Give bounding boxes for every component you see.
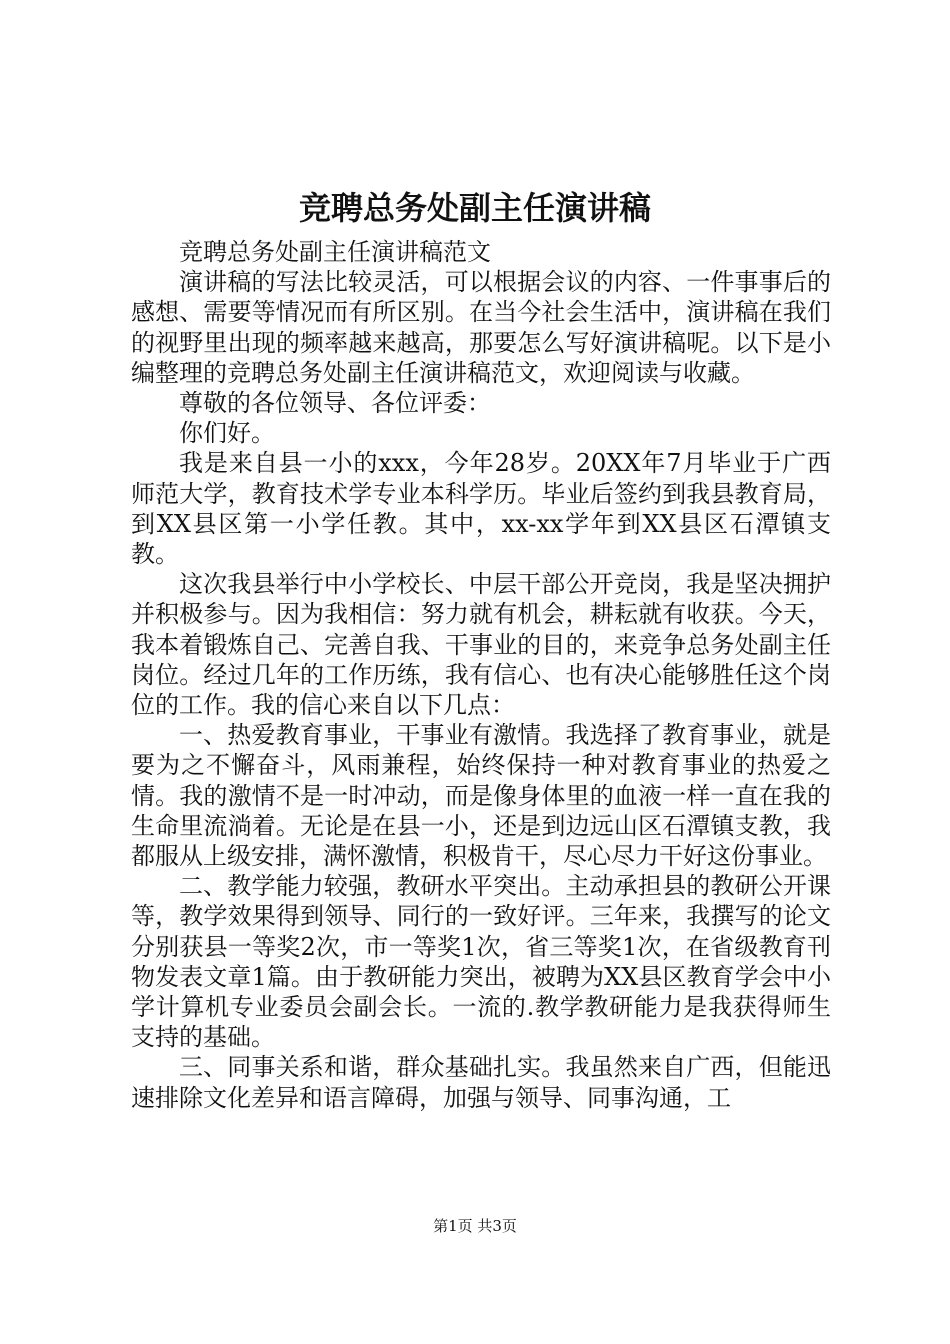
- paragraph-greeting: 你们好。: [179, 419, 275, 448]
- document-body: [131, 237, 831, 1113]
- paragraph-point-three: 三、同事关系和谐，群众基础扎实。我虽然来自广西，但能迅速排除文化差异和语言障碍，加强与领导、同事沟通，工: [131, 1053, 831, 1112]
- paragraph-point-two: 二、教学能力较强，教研水平突出。主动承担县的教研公开课等，教学效果得到领导、同行的一致好评。三年来，我撰写的论文分别获县一等奖2次，市一等奖1次，省三等奖1次，在省级教育刊物发表文章1篇。由于教研能力突出，被聘为XX县区教育学会中小学计算机专业委员会副会长。一流的.教学教研能力是我获得师生支持的基础。: [131, 872, 831, 1052]
- paragraph-subtitle: 竞聘总务处副主任演讲稿范文: [179, 238, 491, 266]
- document-title: 竞聘总务处副主任演讲稿: [298, 189, 651, 227]
- paragraph-salutation: 尊敬的各位领导、各位评委：: [179, 389, 491, 418]
- paragraph-point-one: 一、热爱教育事业，干事业有激情。我选择了教育事业，就是要为之不懈奋斗，风雨兼程，始终保持一种对教育事业的热爱之情。我的激情不是一时冲动，而是像身体里的血液一样一直在我的生命里流淌着。无论是在县一小，还是到边远山区石潭镇支教，我都服从上级安排，满怀激情，积极肯干，尽心尽力干好这份事业。: [131, 721, 831, 871]
- paragraph-motivation: 这次我县举行中小学校长、中层干部公开竞岗，我是坚决拥护并积极参与。因为我相信：努力就有机会，耕耘就有收获。今天，我本着锻炼自己、完善自我、干事业的目的，来竞争总务处副主任岗位。经过几年的工作历练，我有信心、也有决心能够胜任这个岗位的工作。我的信心来自以下几点：: [131, 570, 831, 720]
- paragraph-intro: 演讲稿的写法比较灵活，可以根据会议的内容、一件事事后的感想、需要等情况而有所区别。在当今社会生活中，演讲稿在我们的视野里出现的频率越来越高，那要怎么写好演讲稿呢。以下是小编整理的竞聘总务处副主任演讲稿范文，欢迎阅读与收藏。: [131, 268, 831, 387]
- page-footer: 第1页 共3页: [433, 1217, 517, 1235]
- paragraph-self-intro: 我是来自县一小的xxx，今年28岁。20XX年7月毕业于广西师范大学，教育技术学专业本科学历。毕业后签约到我县教育局，到XX县区第一小学任教。其中，xx-xx学年到XX县区石潭镇支教。: [131, 449, 831, 569]
